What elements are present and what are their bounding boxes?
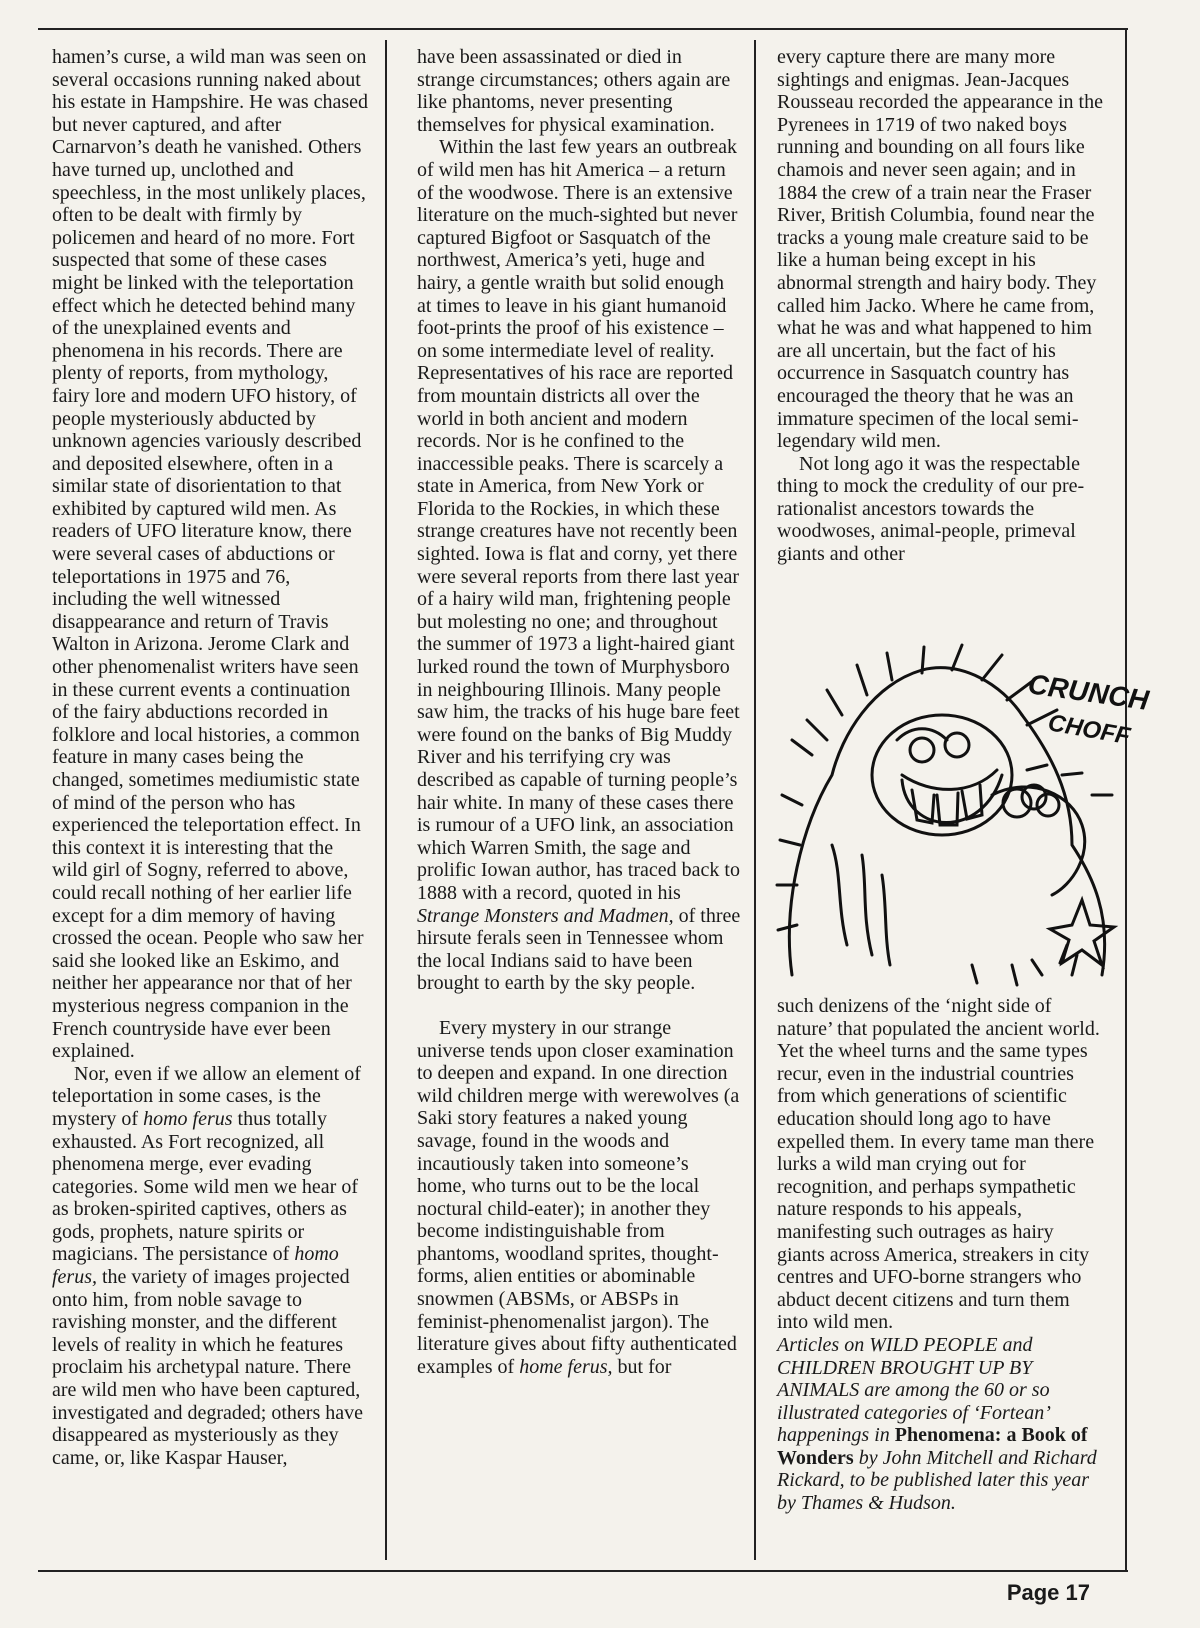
article-column-1 bbox=[52, 46, 370, 1469]
bottom-rule bbox=[38, 1570, 1128, 1572]
paragraph: hamen’s curse, a wild man was seen on several occasions running naked about his estate in Hampshire. He was chased but never captured, and after Carnarvon’s death he vanished. Others have turned up, unclothed and speechless, in the most unlikely places, often to be dealt with firmly by policemen and heard of no more. Fort suspected that some of these cases might be linked with the teleportation effect which he detected behind many of the unexplained events and phenomena in his records. There are plenty of reports, from mythology, fairy lore and modern UFO history, of people mysteriously abducted by unknown agencies variously described and deposited elsewhere, often in a similar state of disorientation to that exhibited by captured wild men. As readers of UFO literature know, there were several cases of abductions or teleportations in 1975 and 76, including the well witnessed disappearance and return of Travis Walton in Arizona. Jerome Clark and other phenomenalist writers have seen in these current events a continuation of the fairy abductions recorded in folklore and local histories, a common feature in many cases being the changed, sometimes mediumistic state of mind of the person who has experienced the teleportation effect. In this context it is interesting that the wild girl of Sogny, referred to above, could recall nothing of her earlier life except for a dim memory of having crossed the ocean. People who saw her said she looked like an Eskimo, and neither her appearance nor that of her mysterious negress companion in the French countryside have ever been explained. bbox=[52, 46, 369, 1063]
column-divider-2 bbox=[754, 40, 756, 1560]
column-divider-1 bbox=[385, 40, 387, 1560]
wild-man-cartoon-illustration bbox=[772, 645, 1151, 990]
article-column-3-bottom bbox=[777, 995, 1103, 1515]
book-credit: Articles on WILD PEOPLE and CHILDREN BROUGHT UP BY ANIMALS are among the 60 or so illustrated categories of ‘Fortean’ happenings in Phenomena: a Book of Wonders by John Mitchell and Richard Rickard, to be published later this year by Thames & Hudson. bbox=[777, 1333, 1097, 1515]
page-number: Page 17 bbox=[1006, 1580, 1090, 1605]
sound-effect-choff: CHOFF bbox=[1045, 709, 1133, 751]
paragraph: Within the last few years an outbreak of wild men has hit America – a return of the woodwose. There is an extensive literature on the much-sighted but never captured Bigfoot or Sasquatch of the northwest, America’s yeti, huge and hairy, a gentle wraith but solid enough at times to leave in his giant humanoid foot-prints the proof of his existence – on some intermediate level of reality. Representatives of his race are reported from mountain districts all over the world in both ancient and modern records. Nor is he confined to the inaccessible peaks. There is scarcely a state in America, from New York or Florida to the Rockies, in which these strange creatures have not recently been sighted. Iowa is flat and corny, yet there were several reports from there last year of a hairy wild man, frightening people but molesting no one; and throughout the summer of 1973 a light-haired giant lurked round the town of Murphysboro in neighbouring Illinois. Many people saw him, the tracks of his huge bare feet were found on the banks of Big Muddy River and his terrifying cry was described as capable of turning people’s hair white. In many of these cases there is rumour of a UFO link, an association which Warren Smith, the sage and prolific Iowan author, has traced back to 1888 with a record, quoted in his Strange Monsters and Madmen, of three hirsute ferals seen in Tennessee whom the local Indians said to have been brought to earth by the sky people. bbox=[417, 136, 741, 995]
paragraph: every capture there are many more sightings and enigmas. Jean-Jacques Rousseau recorded the appearance in the Pyrenees in 1719 of two naked boys running and bounding on all fours like chamois and never seen again; and in 1884 the crew of a train near the Fraser River, British Columbia, found near the tracks a young male creature said to be like a human being except in his abnormal strength and hairy body. They called him Jacko. Where he came from, what he was and what happened to him are all uncertain, but the fact of his occurrence in Sasquatch country has encouraged the theory that he was an immature specimen of the local semi-legendary wild men. bbox=[777, 46, 1103, 453]
paragraph: have been assassinated or died in strange circumstances; others again are like phantoms, never presenting themselves for physical examination. bbox=[417, 46, 731, 136]
article-column-2 bbox=[417, 46, 743, 1378]
article-column-3-top bbox=[777, 46, 1103, 566]
paragraph: Nor, even if we allow an element of teleportation in some cases, is the mystery of homo ferus thus totally exhausted. As Fort recognized, all phenomena merge, ever evading categories. Some wild men we hear of as broken-spirited captives, others as gods, prophets, nature spirits or magicians. The persistance of homo ferus, the variety of images projected onto him, from noble savage to ravishing monster, and the different levels of reality in which he features proclaim his archetypal nature. There are wild men who have been captured, investigated and degraded; others have disappeared as mysteriously as they came, or, like Kaspar Hauser, bbox=[52, 1062, 363, 1469]
paragraph: Not long ago it was the respectable thing to mock the credulity of our pre-rationalist ancestors towards the woodwoses, animal-people, primeval giants and other bbox=[777, 452, 1085, 566]
paragraph: Every mystery in our strange universe tends upon closer examination to deepen and expand. In one direction wild children merge with werewolves (a Saki story features a naked young savage, found in the woods and incautiously taken into someone’s home, who turns out to be the local noctural child-eater); in another they become indistinguishable from phantoms, woodland sprites, thought-forms, alien entities or abominable snowmen (ABSMs, or ABSPs in feminist-phenomenalist jargon). The literature gives about fifty authenticated examples of home ferus, but for bbox=[417, 1016, 740, 1378]
paragraph: such denizens of the ‘night side of nature’ that populated the ancient world. Yet the wheel turns and the same types recur, even in the industrial countries from which generations of scientific education should long ago to have expelled them. In every tame man there lurks a wild man crying out for recognition, and perhaps sympathetic nature responds to his appeals, manifesting such outrages as hairy giants across America, streakers in city centres and UFO-borne strangers who abduct decent citizens and turn them into wild men. bbox=[777, 995, 1100, 1334]
sound-effect-crunch: CRUNCH bbox=[1026, 668, 1151, 716]
top-rule bbox=[38, 28, 1128, 30]
